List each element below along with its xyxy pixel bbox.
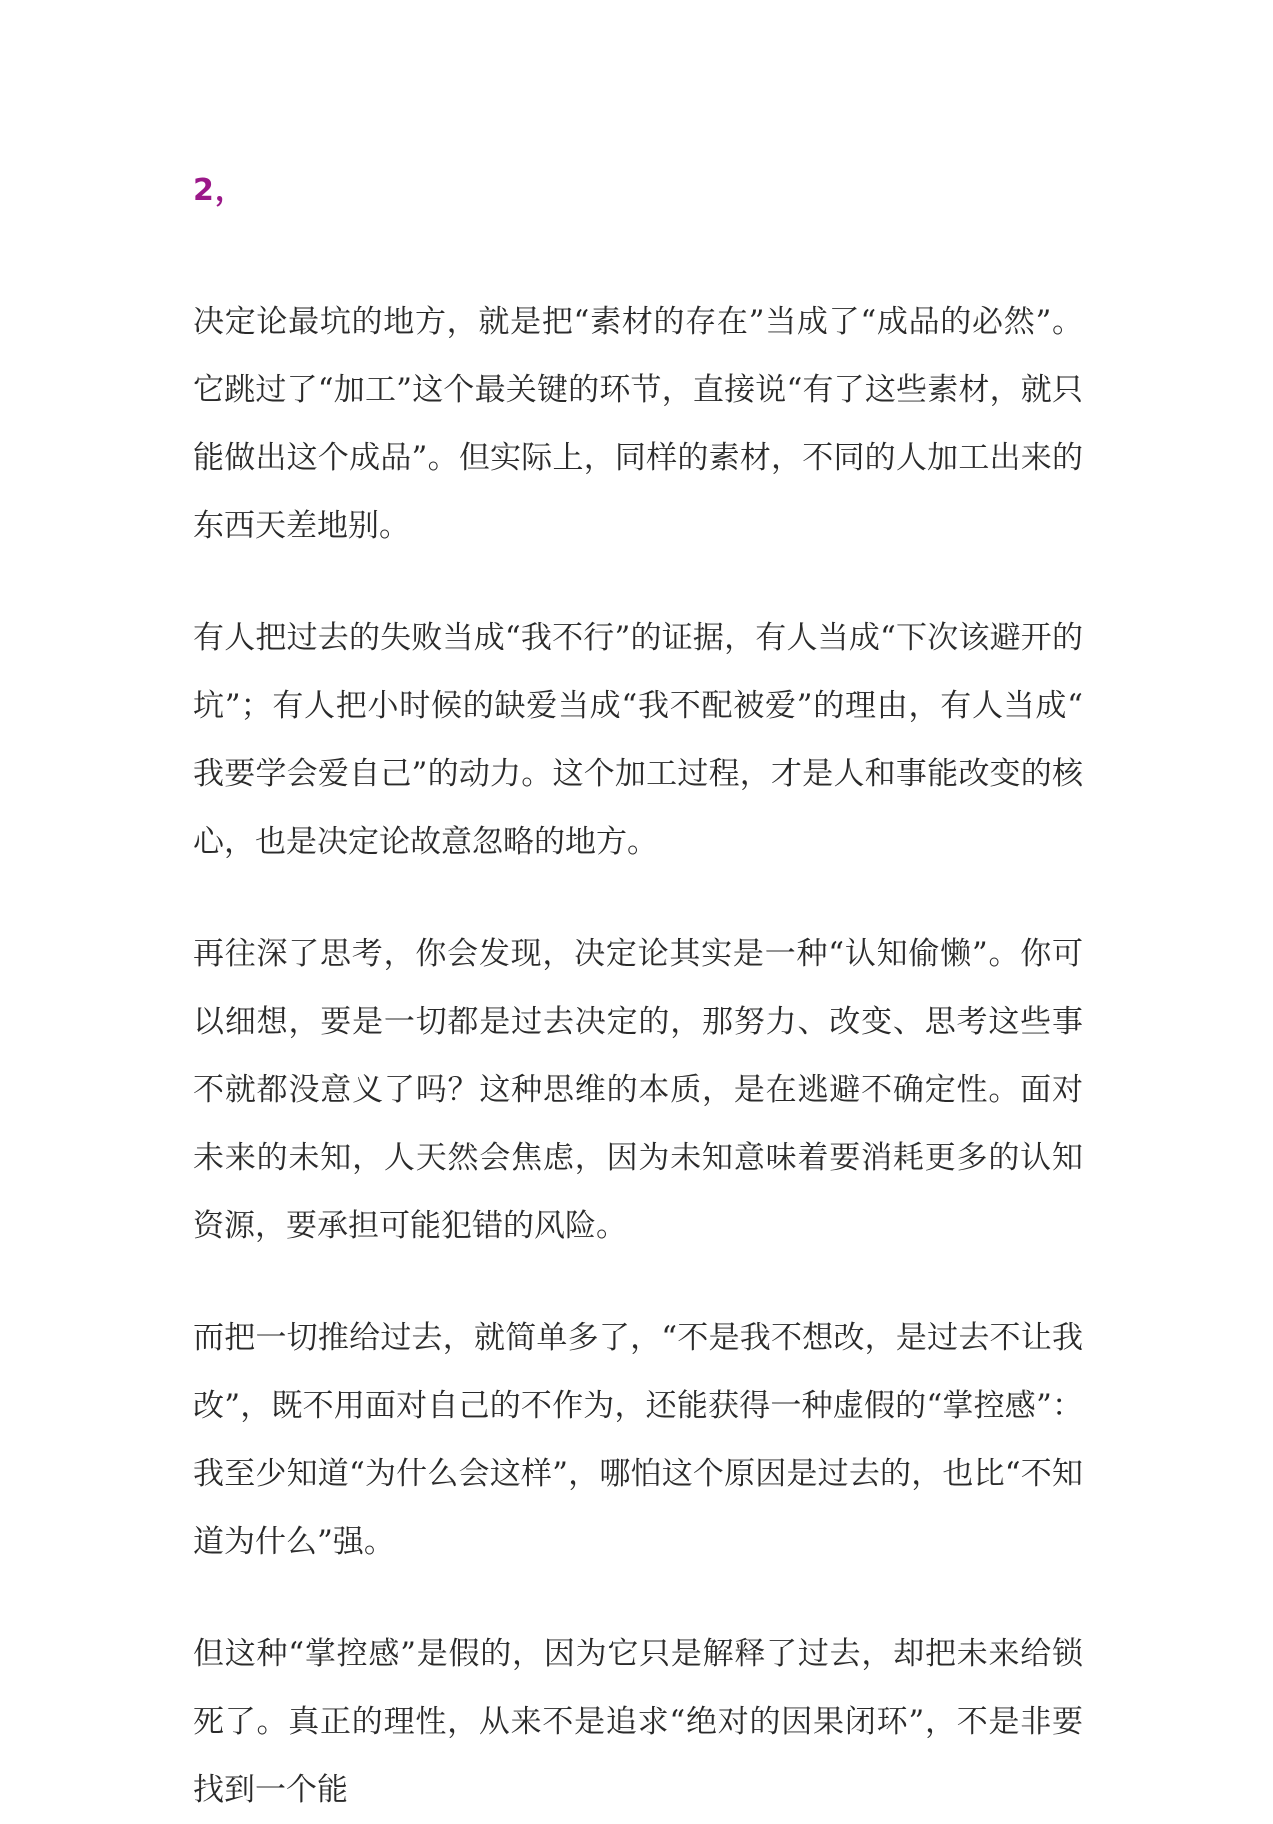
paragraph-1: 决定论最坑的地方，就是把“素材的存在”当成了“成品的必然”。它跳过了“加工”这个最关键的环节，直接说“有了这些素材，就只能做出这个成品”。但实际上，同样的素材，不同的人加工出来的东西天差地别。: [193, 304, 1083, 544]
article-body: [193, 168, 1083, 1824]
paragraph-4: 而把一切推给过去，就简单多了，“不是我不想改，是过去不让我改”，既不用面对自己的不作为，还能获得一种虚假的“掌控感”：我至少知道“为什么会这样”，哪怕这个原因是过去的，也比“不知道为什么”强。: [193, 1320, 1083, 1560]
paragraph-5: 但这种“掌控感”是假的，因为它只是解释了过去，却把未来给锁死了。真正的理性，从来不是追求“绝对的因果闭环”，不是非要找到一个能: [193, 1636, 1083, 1808]
section-number: 2，: [193, 173, 246, 208]
paragraph-3: 再往深了思考，你会发现，决定论其实是一种“认知偷懒”。你可以细想，要是一切都是过去决定的，那努力、改变、思考这些事不就都没意义了吗？这种思维的本质，是在逃避不确定性。面对未来的未知，人天然会焦虑，因为未知意味着要消耗更多的认知资源，要承担可能犯错的风险。: [193, 936, 1083, 1244]
paragraph-2: 有人把过去的失败当成“我不行”的证据，有人当成“下次该避开的坑”；有人把小时候的缺爱当成“我不配被爱”的理由，有人当成“我要学会爱自己”的动力。这个加工过程，才是人和事能改变的核心，也是决定论故意忽略的地方。: [193, 620, 1083, 860]
